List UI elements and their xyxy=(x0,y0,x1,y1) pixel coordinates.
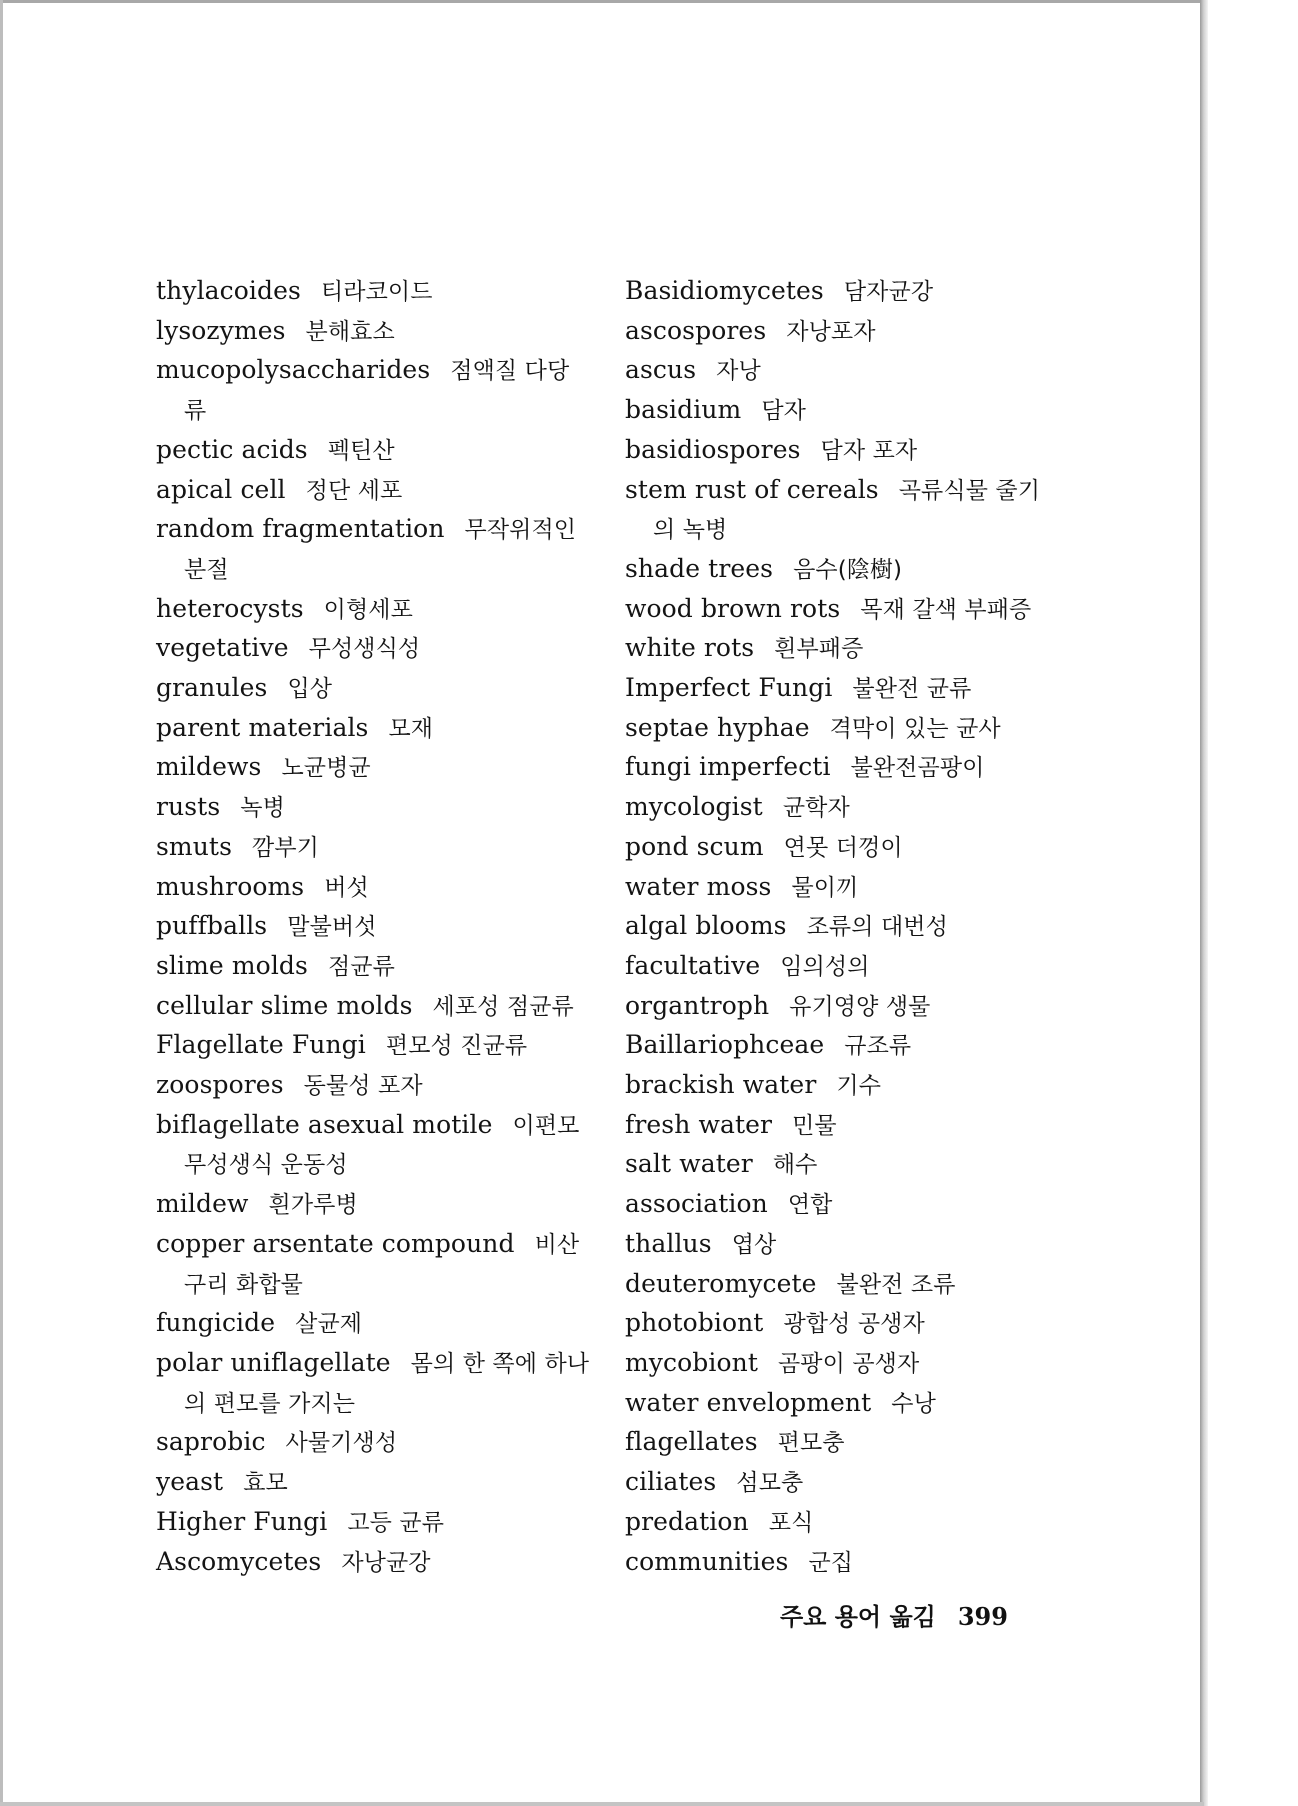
term-korean: 수낭 xyxy=(891,1390,936,1417)
term-korean: 물이끼 xyxy=(791,874,859,901)
glossary-entry xyxy=(625,1265,1055,1305)
term-korean: 불완전곰팡이 xyxy=(850,755,985,782)
glossary-entry xyxy=(625,1304,1055,1344)
term-korean: 비산구리 화합물 xyxy=(184,1231,580,1298)
glossary-entry xyxy=(156,828,590,868)
term-english: Ascomycetes xyxy=(156,1546,322,1576)
term-english: cellular slime molds xyxy=(156,990,413,1020)
term-english: basidium xyxy=(625,395,742,425)
glossary-entry xyxy=(625,1225,1055,1265)
term-korean: 격막이 있는 균사 xyxy=(829,715,1001,742)
term-korean: 버섯 xyxy=(324,874,369,901)
term-korean: 몸의 한 쪽에 하나의 편모를 가지는 xyxy=(184,1350,590,1417)
term-korean: 자낭 xyxy=(716,358,761,385)
term-english: smuts xyxy=(156,831,233,861)
term-english: saprobic xyxy=(156,1427,266,1457)
term-english: granules xyxy=(156,673,268,703)
term-english: rusts xyxy=(156,792,221,822)
term-korean: 목재 갈색 부패증 xyxy=(860,596,1032,623)
term-english: mushrooms xyxy=(156,871,305,901)
glossary-entry xyxy=(156,1503,590,1543)
term-english: deuteromycete xyxy=(625,1268,817,1298)
term-korean: 자낭포자 xyxy=(786,318,876,345)
glossary-entry xyxy=(625,1185,1055,1225)
glossary-entry xyxy=(156,1225,590,1304)
term-english: Basidiomycetes xyxy=(625,276,824,305)
term-korean: 흰가루병 xyxy=(268,1192,358,1219)
term-english: mycobiont xyxy=(625,1347,758,1377)
term-english: thylacoides xyxy=(156,276,301,305)
glossary-entry xyxy=(625,272,1055,312)
term-korean: 조류의 대번성 xyxy=(806,914,948,941)
glossary-right-column xyxy=(625,272,1055,1582)
term-english: flagellates xyxy=(625,1427,758,1457)
page-edge-top xyxy=(0,0,1204,3)
term-korean: 분해효소 xyxy=(305,318,395,345)
term-english: pond scum xyxy=(625,831,764,861)
term-korean: 모재 xyxy=(388,715,434,742)
glossary-entry xyxy=(625,1543,1055,1583)
glossary-entry xyxy=(625,907,1055,947)
term-korean: 불완전 균류 xyxy=(852,676,972,703)
term-korean: 노균병균 xyxy=(281,755,371,782)
term-english: mildews xyxy=(156,752,262,782)
glossary-entry xyxy=(156,510,590,589)
term-korean: 음수(陰樹) xyxy=(793,556,903,583)
term-english: yeast xyxy=(156,1467,224,1497)
term-english: thallus xyxy=(625,1228,712,1258)
term-english: predation xyxy=(625,1506,749,1536)
term-english: ascospores xyxy=(625,315,767,345)
glossary-entry xyxy=(625,550,1055,590)
term-english: Baillariophceae xyxy=(625,1030,825,1060)
glossary-entry xyxy=(625,1423,1055,1463)
term-english: water moss xyxy=(625,871,772,901)
glossary-entry xyxy=(156,788,590,828)
term-korean: 깜부기 xyxy=(252,834,319,861)
glossary-entry xyxy=(625,1344,1055,1384)
term-korean: 군집 xyxy=(808,1549,854,1576)
term-korean: 점액질 다당류 xyxy=(184,358,570,425)
glossary-entry xyxy=(625,748,1055,788)
term-english: vegetative xyxy=(156,633,289,663)
glossary-entry xyxy=(156,1106,590,1185)
term-english: shade trees xyxy=(625,553,774,583)
glossary-entry xyxy=(625,1145,1055,1185)
term-korean: 편모충 xyxy=(777,1430,845,1457)
term-korean: 동물성 포자 xyxy=(303,1073,423,1100)
glossary-entry xyxy=(156,351,590,430)
term-korean: 포식 xyxy=(768,1509,814,1536)
term-english: organtroph xyxy=(625,990,770,1020)
term-korean: 유기영양 생물 xyxy=(789,993,931,1020)
term-korean: 이편모 무성생식 운동성 xyxy=(184,1112,580,1179)
term-korean: 균학자 xyxy=(782,795,850,822)
term-english: communities xyxy=(625,1546,789,1576)
glossary-entry xyxy=(625,947,1055,987)
term-korean: 이형세포 xyxy=(323,596,413,623)
term-english: basidiospores xyxy=(625,434,801,464)
page-number: 399 xyxy=(957,1602,1008,1631)
term-english: mucopolysaccharides xyxy=(156,355,431,385)
term-korean: 규조류 xyxy=(844,1033,912,1060)
glossary-entry xyxy=(625,471,1055,550)
glossary-entry xyxy=(625,1106,1055,1146)
term-english: stem rust of cereals xyxy=(625,474,879,504)
glossary-entry xyxy=(156,1463,590,1503)
glossary-entry xyxy=(625,1026,1055,1066)
term-english: brackish water xyxy=(625,1070,817,1100)
term-korean: 불완전 조류 xyxy=(836,1271,956,1298)
glossary-entry xyxy=(156,1185,590,1225)
term-english: biflagellate asexual motile xyxy=(156,1109,493,1139)
glossary-entry xyxy=(625,788,1055,828)
term-english: polar uniflagellate xyxy=(156,1347,391,1377)
glossary-entry xyxy=(156,1026,590,1066)
term-korean: 담자 xyxy=(761,398,806,425)
glossary-entry xyxy=(156,1066,590,1106)
term-english: Imperfect Fungi xyxy=(625,673,833,703)
term-english: lysozymes xyxy=(156,315,286,345)
glossary-entry xyxy=(156,590,590,630)
glossary-left-column xyxy=(156,272,590,1582)
glossary-entry xyxy=(156,1423,590,1463)
term-english: apical cell xyxy=(156,474,286,504)
glossary-entry xyxy=(156,669,590,709)
glossary-entry xyxy=(156,947,590,987)
term-korean: 광합성 공생자 xyxy=(783,1311,925,1338)
glossary-entry xyxy=(156,272,590,312)
term-korean: 담자균강 xyxy=(843,279,934,305)
term-korean: 정단 세포 xyxy=(305,477,403,504)
glossary-entry xyxy=(625,391,1055,431)
term-korean: 연합 xyxy=(787,1192,833,1219)
page-edge-right xyxy=(1200,0,1208,1806)
term-korean: 사물기생성 xyxy=(285,1430,398,1457)
term-english: fungicide xyxy=(156,1308,276,1338)
term-english: water envelopment xyxy=(625,1387,872,1417)
footer-section-title: 주요 용어 옮김 xyxy=(780,1603,936,1631)
term-korean: 점균류 xyxy=(327,953,395,980)
glossary-entry xyxy=(625,709,1055,749)
term-english: white rots xyxy=(625,633,755,663)
glossary-entry xyxy=(156,987,590,1027)
term-korean: 티라코이드 xyxy=(320,279,433,305)
term-korean: 말불버섯 xyxy=(287,914,377,941)
term-korean: 임의성의 xyxy=(780,953,870,980)
glossary-entry xyxy=(625,590,1055,630)
term-english: association xyxy=(625,1189,768,1219)
glossary-entry xyxy=(625,1463,1055,1503)
term-korean: 곡류식물 줄기의 녹병 xyxy=(653,477,1041,544)
glossary-entry xyxy=(625,431,1055,471)
glossary-entry xyxy=(625,868,1055,908)
term-korean: 무작위적인 분절 xyxy=(184,517,577,583)
term-korean: 펙틴산 xyxy=(327,437,395,464)
glossary-entry xyxy=(625,1503,1055,1543)
term-korean: 담자 포자 xyxy=(820,437,918,464)
glossary-entry xyxy=(625,351,1055,391)
term-korean: 해수 xyxy=(772,1152,818,1179)
term-english: zoospores xyxy=(156,1070,284,1100)
term-english: pectic acids xyxy=(156,434,308,464)
term-korean: 자낭균강 xyxy=(341,1549,431,1576)
term-korean: 효모 xyxy=(243,1470,288,1497)
glossary-entry xyxy=(156,1344,590,1423)
glossary-entry xyxy=(156,431,590,471)
glossary-entry xyxy=(156,907,590,947)
term-english: slime molds xyxy=(156,950,308,980)
term-english: random fragmentation xyxy=(156,514,445,544)
glossary-entry xyxy=(156,1304,590,1344)
term-english: photobiont xyxy=(625,1308,764,1338)
glossary-entry xyxy=(156,629,590,669)
term-english: algal blooms xyxy=(625,911,787,941)
term-english: mildew xyxy=(156,1189,249,1219)
glossary-entry xyxy=(625,987,1055,1027)
term-english: copper arsentate compound xyxy=(156,1228,515,1258)
term-english: facultative xyxy=(625,950,761,980)
term-english: parent materials xyxy=(156,712,369,742)
term-korean: 세포성 점균류 xyxy=(432,993,574,1020)
glossary-entry xyxy=(625,669,1055,709)
glossary-entry xyxy=(156,1543,590,1583)
term-korean: 섬모충 xyxy=(736,1470,804,1497)
term-english: ciliates xyxy=(625,1467,717,1497)
page-edge-left xyxy=(0,0,3,1806)
page-edge-bottom xyxy=(0,1802,1204,1806)
term-korean: 입상 xyxy=(287,676,333,703)
glossary-entry xyxy=(625,1066,1055,1106)
term-korean: 기수 xyxy=(836,1073,882,1100)
term-english: mycologist xyxy=(625,792,763,822)
term-korean: 편모성 진균류 xyxy=(385,1033,528,1060)
glossary-entry xyxy=(625,629,1055,669)
glossary-entry xyxy=(156,868,590,908)
term-english: septae hyphae xyxy=(625,712,810,742)
glossary-entry xyxy=(625,312,1055,352)
term-korean: 녹병 xyxy=(240,795,285,822)
term-english: fungi imperfecti xyxy=(625,752,831,782)
term-korean: 살균제 xyxy=(295,1311,363,1338)
term-korean: 연못 더껑이 xyxy=(783,834,903,861)
term-korean: 흰부패증 xyxy=(774,636,864,663)
term-korean: 엽상 xyxy=(731,1231,777,1258)
term-english: puffballs xyxy=(156,911,268,941)
term-korean: 무성생식성 xyxy=(308,636,421,663)
glossary-entry xyxy=(156,709,590,749)
glossary-entry xyxy=(156,471,590,511)
term-english: salt water xyxy=(625,1149,753,1179)
term-english: Flagellate Fungi xyxy=(156,1030,366,1060)
term-english: heterocysts xyxy=(156,593,304,623)
term-korean: 곰팡이 공생자 xyxy=(777,1350,920,1377)
term-english: ascus xyxy=(625,355,697,385)
term-english: wood brown rots xyxy=(625,593,841,623)
glossary-entry xyxy=(156,312,590,352)
glossary-entry xyxy=(625,828,1055,868)
term-korean: 고등 균류 xyxy=(347,1509,445,1536)
glossary-entry xyxy=(156,748,590,788)
page-footer xyxy=(780,1597,1008,1632)
term-english: Higher Fungi xyxy=(156,1506,328,1536)
glossary-entry xyxy=(625,1384,1055,1424)
term-english: fresh water xyxy=(625,1109,773,1139)
term-korean: 민물 xyxy=(792,1112,837,1139)
